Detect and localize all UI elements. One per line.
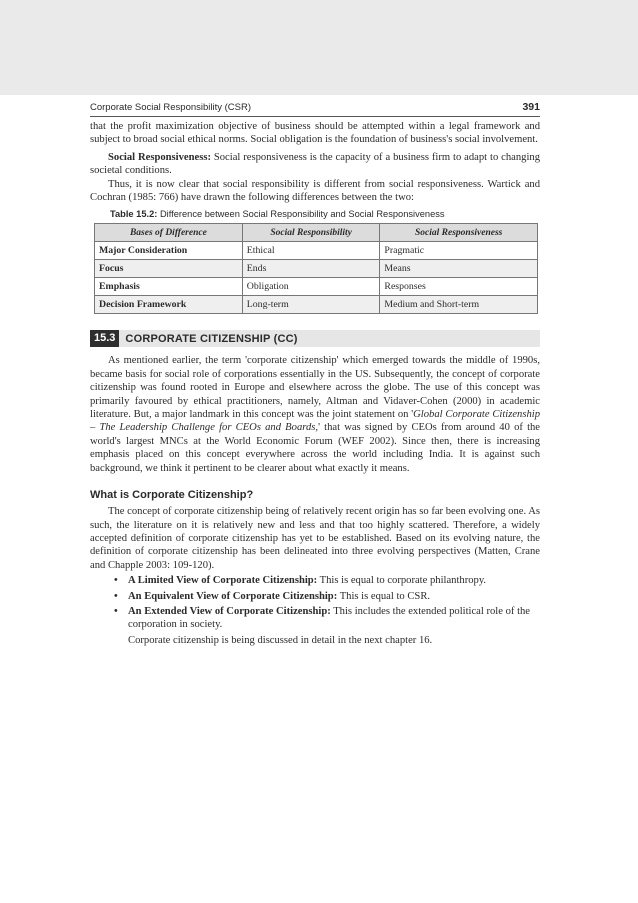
section-title: CORPORATE CITIZENSHIP (CC) [125, 332, 298, 345]
list-item-text: This is equal to corporate philanthropy. [317, 575, 487, 587]
list-item [114, 605, 540, 632]
running-head [90, 95, 540, 117]
table-row [95, 242, 538, 260]
paragraph-text-a: As mentioned earlier, the term 'corporate citizenship' which emerged towards the middle of 1990s, became basis for social role of corporations essentially in the US. Subsequently, the concept of corporate citizenship was found rooted in Europe and elsewhere across the globe. The use of this concept was primarily favoured by ethical practitioners, namely, Altman and Vidaver-Cohen (2000) in academic literature. But, a major landmark in this concept was the joint statement on ' [90, 355, 540, 421]
table-cell: Means [380, 260, 538, 278]
section-heading [90, 330, 540, 347]
table-caption-label: Table 15.2: [110, 209, 158, 220]
statement-title: Global Corporate Citizenship – The Leadership Challenge for CEOs and Boards, [90, 409, 540, 434]
paragraph-corporate-citizenship [90, 354, 540, 475]
list-item-term: An Equivalent View of Corporate Citizenship: [128, 590, 338, 602]
bullet-icon: • [114, 575, 118, 587]
table-cell: Pragmatic [380, 242, 538, 260]
table-row [95, 296, 538, 314]
list-item-text: This is equal to CSR. [337, 590, 431, 602]
table-cell: Major Consideration [95, 242, 243, 260]
paragraph-definition: The concept of corporate citizenship being of relatively recent origin has so far been evolving one. As such, the literature on it is relatively new and less and that too highly scattered. Therefore, a widely accepted definition of corporate citizenship has yet to be established. Based on its evolving nature, the definition of corporate citizenship has been delineated into three evolving perspectives (Matten, Crane and Chapple 2003: 109-120). [90, 506, 540, 571]
top-margin-band [0, 0, 638, 95]
header-responsiveness: Social Responsiveness [380, 224, 538, 242]
book-page [90, 95, 540, 647]
bullet-icon: • [114, 590, 118, 602]
header-responsibility: Social Responsibility [242, 224, 380, 242]
table-cell: Obligation [242, 278, 380, 296]
subheading: What is Corporate Citizenship? [90, 489, 254, 502]
perspectives-list [90, 574, 540, 632]
term-social-responsiveness: Social Responsiveness: [108, 151, 211, 163]
difference-table [94, 223, 538, 314]
bullet-icon: • [114, 605, 118, 617]
list-item-text: This includes the extended political role of the corporation in society. [128, 605, 531, 631]
paragraph-continuation: that the profit maximization objective of business should be attempted within a legal framework and subject to broad social ethical norms. Social obligation is the foundation of business's social involvement. [90, 121, 540, 146]
section-number: 15.3 [90, 330, 119, 347]
table-cell: Responses [380, 278, 538, 296]
paragraph-differences-intro: Thus, it is now clear that social responsibility is different from social responsiveness. Wartick and Cochran (1985: 766) have drawn the following differences between the two: [90, 178, 540, 204]
paragraph-social-responsiveness [90, 151, 540, 178]
closing-line: Corporate citizenship is being discussed in detail in the next chapter 16. [128, 634, 433, 646]
header-bases: Bases of Difference [95, 224, 243, 242]
page-number: 391 [522, 101, 540, 113]
table-cell: Long-term [242, 296, 380, 314]
table-caption-text: Difference between Social Responsibility and Social Responsiveness [157, 209, 445, 220]
table-cell: Medium and Short-term [380, 296, 538, 314]
list-item-term: A Limited View of Corporate Citizenship: [128, 575, 318, 587]
table-row [95, 260, 538, 278]
table-cell: Emphasis [95, 278, 243, 296]
paragraph-text-b: ' that was signed by CEOs from around 40 of the world's largest MNCs at the World Economic Forum (WEF 2002). Since then, there is increasing emphasis placed on this concept everywhere across the world including India. It is against such background, we think it pertinent to be clearer about what exactly it means. [90, 422, 541, 474]
list-item-term: An Extended View of Corporate Citizenship: [128, 605, 331, 617]
list-item [114, 574, 540, 587]
table-cell: Ends [242, 260, 380, 278]
table-row [95, 278, 538, 296]
running-head-title: Corporate Social Responsibility (CSR) [90, 102, 252, 113]
table-cell: Ethical [242, 242, 380, 260]
definition-social-responsiveness: Social responsiveness is the capacity of a business firm to adapt to changing societal conditions. [90, 151, 540, 177]
table-cell: Focus [95, 260, 243, 278]
table-header-row [95, 224, 538, 242]
list-item [114, 590, 540, 603]
table-cell: Decision Framework [95, 296, 243, 314]
table-caption [110, 209, 540, 219]
